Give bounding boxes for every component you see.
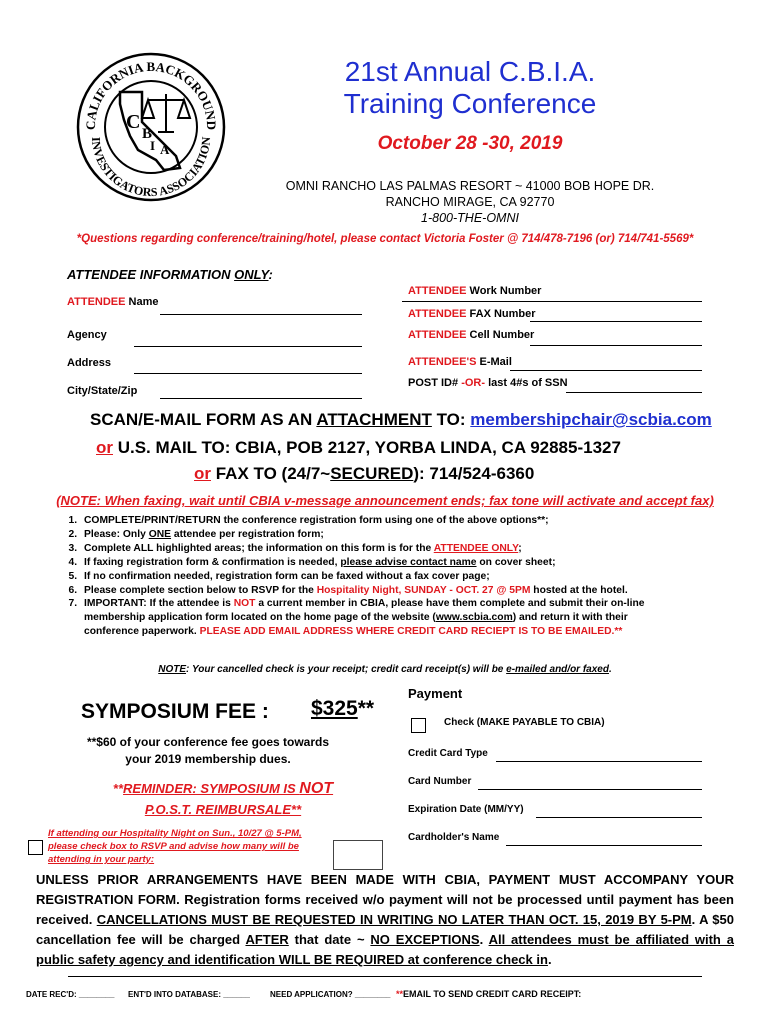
expiration-field[interactable] <box>536 817 702 818</box>
check-payment-checkbox[interactable] <box>411 718 426 733</box>
fax-number-label: ATTENDEE FAX Number <box>408 308 536 320</box>
submit-email-line: SCAN/E-MAIL FORM AS AN ATTACHMENT TO: membershipchair@scbia.com <box>90 410 712 429</box>
email-label: ATTENDEE'S E-Mail <box>408 356 512 368</box>
card-type-field[interactable] <box>496 761 702 762</box>
title-line-1: 21st Annual C.B.I.A. <box>344 56 596 87</box>
instruction-item: 4. If faxing registration form & confirmation is needed, please advise contact name on cover sheet; <box>80 556 680 570</box>
logo-letter-i: I <box>150 138 156 153</box>
terms-paragraph: UNLESS PRIOR ARRANGEMENTS HAVE BEEN MADE WITH CBIA, PAYMENT MUST ACCOMPANY YOUR REGISTRATION FORM. Registration forms received w/o payment will not be processed until payment has been received. CANCELLATIONS MUST BE REQUESTED IN WRITING NO LATER THAN OCT. 15, 2019 BY 5-PM. A $50 cancellation fee will be charged AFTER that date ~ NO EXCEPTIONS. All attendees must be affiliated with a public safety agency and identification WILL BE REQUIRED at conference check in. <box>36 872 734 967</box>
venue-address: OMNI RANCHO LAS PALMAS RESORT ~ 41000 BOB HOPE DR. <box>285 179 655 193</box>
instruction-item: 1. COMPLETE/PRINT/RETURN the conference registration form using one of the above options**; <box>80 514 680 528</box>
logo-letter-b: B <box>142 126 153 142</box>
venue-city: RANCHO MIRAGE, CA 92770 <box>385 195 555 209</box>
post-id-label: POST ID# -OR- last 4#s of SSN <box>408 377 568 389</box>
submit-mail-line: or U.S. MAIL TO: CBIA, POB 2127, YORBA LINDA, CA 92885-1327 <box>96 438 621 457</box>
cardholder-label: Cardholder's Name <box>408 832 500 843</box>
post-reminder: **REMINDER: SYMPOSIUM IS NOT P.O.S.T. REIMBURSALE** <box>112 780 334 817</box>
instruction-item: 7. IMPORTANT: If the attendee is NOT a current member in CBIA, please have them complete and submit their on-line membership application form located on the home page of the website (www.scbia.com) and return it with their conference paperwork. PLEASE ADD EMAIL ADDRESS WHERE CREDIT CARD RECIEPT IS TO BE EMAILED.** <box>80 597 680 639</box>
address-label: Address <box>67 357 112 369</box>
date-received-field[interactable]: DATE REC'D: ________ <box>26 990 115 999</box>
attendee-section-title: ATTENDEE INFORMATION ONLY: <box>67 267 273 282</box>
questions-contact: *Questions regarding conference/training/hotel, please contact Victoria Foster @ 714/478-7196 (or) 714/741-5569* <box>76 233 694 245</box>
expiration-label: Expiration Date (MM/YY) <box>408 804 524 815</box>
work-number-label: ATTENDEE Work Number <box>408 285 542 297</box>
membership-dues-note: **$60 of your conference fee goes towards your 2019 membership dues. <box>86 735 330 766</box>
agency-field[interactable] <box>134 346 362 347</box>
need-application-field[interactable]: NEED APPLICATION? ________ <box>270 990 391 999</box>
entered-database-field[interactable]: ENT'D INTO DATABASE: ______ <box>128 990 250 999</box>
venue-phone: 1-800-THE-OMNI <box>421 211 519 225</box>
instruction-item: 6. Please complete section below to RSVP for the Hospitality Night, SUNDAY - OCT. 27 @ 5PM hosted at the hotel. <box>80 584 680 598</box>
check-payment-label: Check (MAKE PAYABLE TO CBIA) <box>444 717 605 728</box>
hospitality-rsvp-checkbox[interactable] <box>28 840 43 855</box>
email-receipt-label: **EMAIL TO SEND CREDIT CARD RECEIPT: <box>396 989 582 999</box>
logo-letter-a: A <box>160 142 170 157</box>
instructions-list <box>64 514 680 639</box>
email-field[interactable] <box>510 370 702 371</box>
cell-number-label: ATTENDEE Cell Number <box>408 329 535 341</box>
cardholder-field[interactable] <box>506 845 702 846</box>
attendee-name-label: ATTENDEE Name <box>67 296 159 308</box>
agency-label: Agency <box>67 329 107 341</box>
submit-fax-line: or FAX TO (24/7~SECURED): 714/524-6360 <box>194 464 535 483</box>
receipt-note: NOTE: Your cancelled check is your receipt; credit card receipt(s) will be e-mailed and/or faxed. <box>158 664 612 675</box>
work-number-field[interactable] <box>402 301 702 302</box>
title-line-2: Training Conference <box>343 88 597 119</box>
cbia-logo <box>76 52 226 202</box>
fax-note: (NOTE: When faxing, wait until CBIA v-message announcement ends; fax tone will activate and accept fax) <box>56 493 714 508</box>
divider-line <box>68 976 702 977</box>
membership-email-link[interactable]: membershipchair@scbia.com <box>470 410 712 429</box>
card-type-label: Credit Card Type <box>408 748 488 759</box>
instruction-item: 5. If no confirmation needed, registration form can be faxed without a fax cover page; <box>80 570 680 584</box>
city-state-zip-label: City/State/Zip <box>67 385 138 397</box>
card-number-label: Card Number <box>408 776 472 787</box>
logo-letter-c: C <box>126 111 141 133</box>
address-field[interactable] <box>134 373 362 374</box>
city-state-zip-field[interactable] <box>160 398 362 399</box>
card-number-field[interactable] <box>478 789 702 790</box>
fax-number-field[interactable] <box>530 321 702 322</box>
conference-date: October 28 -30, 2019 <box>377 133 563 154</box>
payment-title: Payment <box>408 686 463 701</box>
symposium-fee-label: SYMPOSIUM FEE : <box>81 700 269 723</box>
instruction-item: 2. Please: Only ONE attendee per registration form; <box>80 528 680 542</box>
symposium-fee-amount: $325** <box>311 697 375 720</box>
attendee-name-field[interactable] <box>160 314 362 315</box>
instruction-item: 3. Complete ALL highlighted areas; the information on this form is for the ATTENDEE ONLY; <box>80 542 680 556</box>
cell-number-field[interactable] <box>530 345 702 346</box>
party-size-field[interactable] <box>333 840 383 870</box>
logo-ring-bottom: INVESTIGATORS ASSOCIATION <box>88 136 214 200</box>
post-id-field[interactable] <box>566 392 702 393</box>
logo-ring-top: CALIFORNIA BACKGROUND <box>82 58 220 131</box>
hospitality-rsvp-note: If attending our Hospitality Night on Sun., 10/27 @ 5-PM, please check box to RSVP and advise how many will be attending in your party: <box>48 828 302 865</box>
